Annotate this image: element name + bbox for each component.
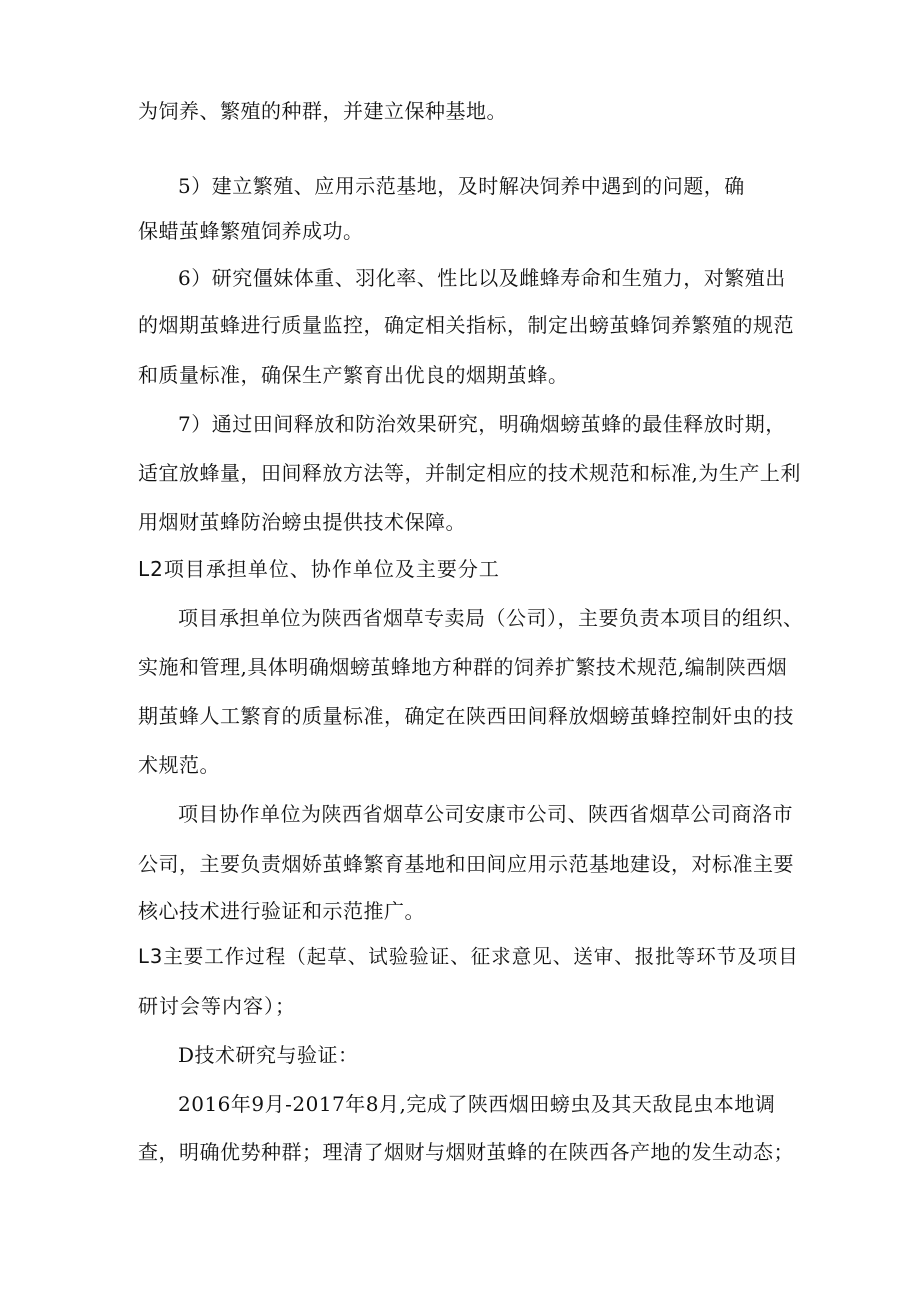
text-line: 适宜放蜂量，田间释放方法等，并制定相应的技术规范和标准,为生产上利: [138, 461, 801, 485]
text-line: 公司，主要负责烟娇茧蜂繁育基地和田间应用示范基地建设，对标准主要: [138, 852, 794, 876]
text-line: 查，明确优势种群；理清了烟财与烟财茧蜂的在陕西各产地的发生动态；: [138, 1140, 794, 1164]
subsection-heading: D技术研究与验证：: [178, 1043, 359, 1067]
text-line: 核心技术进行验证和示范推广。: [138, 899, 425, 923]
text-line: 用烟财茧蜂防治螃虫提供技术保障。: [138, 510, 466, 534]
text-line-continuation: 为饲养、繁殖的种群，并建立保种基地。: [138, 99, 507, 123]
text-line-paragraph-start: 2016年9月-2017年8月,完成了陕西烟田螃虫及其天敌昆虫本地调: [178, 1092, 776, 1116]
text-line: 期茧蜂人工繁育的质量标准，确定在陕西田间释放烟螃茧蜂控制奸虫的技: [138, 704, 794, 728]
text-line-item-5: 5）建立繁殖、应用示范基地，及时解决饲养中遇到的问题，确: [178, 174, 745, 198]
text-line: 保蜡茧蜂繁殖饲养成功。: [138, 219, 364, 243]
text-line-item-7: 7）通过田间释放和防治效果研究，明确烟螃茧蜂的最佳释放时期，: [178, 412, 786, 436]
text-line: 术规范。: [138, 753, 220, 777]
section-heading-1-3: L3主要工作过程（起草、试验验证、征求意见、送审、报批等环节及项目: [138, 945, 799, 968]
text-line-paragraph-start: 项目承担单位为陕西省烟草专卖局（公司），主要负责本项目的组织、: [178, 606, 804, 630]
text-line-paragraph-start: 项目协作单位为陕西省烟草公司安康市公司、陕西省烟草公司商洛市: [178, 802, 793, 826]
text-line: 实施和管理,具体明确烟螃茧蜂地方种群的饲养扩繁技术规范,编制陕西烟: [138, 655, 788, 679]
text-line: 和质量标准，确保生产繁育出优良的烟期茧蜂。: [138, 363, 569, 387]
text-line: 的烟期茧蜂进行质量监控，确定相关指标，制定出螃茧蜂饲养繁殖的规范: [138, 313, 794, 337]
section-heading-1-2: L2项目承担单位、协作单位及主要分工: [138, 557, 500, 581]
text-line-item-6: 6）研究僵妹体重、羽化率、性比以及雌蜂寿命和生殖力，对繁殖出: [178, 266, 786, 290]
section-heading-1-3-cont: 研讨会等内容）；: [138, 994, 296, 1018]
